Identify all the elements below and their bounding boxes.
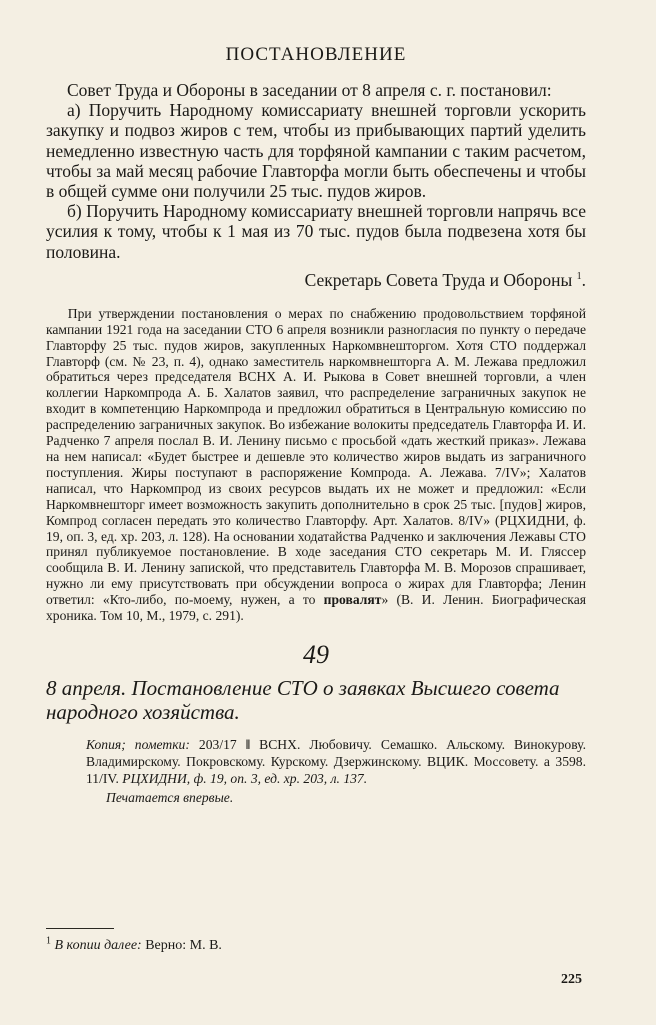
commentary-text-part2: » (В. И. Ленин. Биографическая хроника. Том 10, М., 1979, с. 291). (46, 592, 586, 624)
commentary-bold-word: провалят (323, 592, 382, 608)
publication-note: Печатается впервые. (106, 789, 234, 805)
footnote-label: В копии далее: (54, 938, 142, 953)
footnote-divider (46, 928, 114, 929)
footnote-text: Верно: М. В. (145, 938, 222, 953)
signature-line: Секретарь Совета Труда и Обороны $^1$. (304, 269, 586, 290)
archive-separator: ‖ (245, 736, 251, 752)
document-heading: 8 апреля. Постановление СТО о заявках Высшего совета народного хозяйства. (46, 675, 560, 724)
commentary-text-part1: При утверждении постановления о мерах по снабжению продовольствием торфяной кампании 1921 года на заседании СТО 6 апреля возникли разногласия по пункту о передаче Главторфу 25 тыс. пудов жиров, закупленных Наркомвнешторгом. Хотя СТО поддержал Главторф (см. № 23, п. 4), однако заместитель наркомвнешторга А. М. Лежава предложил обратиться через председателя ВСНХ А. И. Рыкова в Совет внешней торговли, а член коллегии Наркомпрода А. Б. Халатов заявил, что распределение заграничных закупок не входит в компетенцию Наркомпрода и предложил обратиться в Центральную комиссию по распределению заграничных закупок. Во избежание волокиты председатель Главторфа И. И. Радченко 7 апреля послал В. И. Ленину письмо с просьбой «дать жесткий приказ». Лежава на нем написал: «Будет быстрее и дешевле это количество жиров выдать из заграничного поступления. Жиры поступают в распоряжение Компрода. А. Лежава. 7/IV»; Халатов написал, что Наркомпрод из своих ресурсов выдать их не может и предложил: «Если Наркомвнешторг имеет возможность закупить дополнительно в срок 25 тыс. [пудов] жиров, Компрод согласен передать это количество Главторфу. Арт. Халатов. 8/IV» (РЦХИДНИ, ф. 19, оп. 3, ед. хр. 203, л. 128). На основании ходатайства Радченко и заключения Лежавы СТО принял публикуемое постановление. В ходе заседания СТО секретарь М. И. Гляссер сообщила В. И. Ленину запиской, что представитель Главторфа М. В. Морозов спрашивает, нужно ли ему присутствовать при обсуждении вопроса о жирах для Главторфа; Ленин ответил: «Кто-либо, по-моему, нужен, а то (46, 305, 586, 608)
footnote-marker: 1 (46, 935, 51, 947)
archive-note (86, 736, 586, 787)
resolution-title: ПОСТАНОВЛЕНИЕ (225, 44, 407, 65)
editorial-commentary (46, 306, 586, 624)
archive-source: РЦХИДНИ, ф. 19, оп. 3, ед. хр. 203, л. 137. (122, 770, 368, 786)
footnote-reference: 1 (576, 271, 582, 282)
archive-recipients: ВСНХ. Любовичу. Семашко. Альскому. Винокурову. Владимирскому. Покровскому. Курскому. Дзержинскому. ВЦИК. Моссовету. а 3598. 11/IV. (86, 736, 587, 786)
resolution-body (46, 80, 586, 262)
document-number: 49 (303, 639, 329, 669)
resolution-item-b: б) Поручить Народному комиссариату внешней торговли напрячь все усилия к тому, чтобы к 1 мая из 70 тыс. пудов была подвезена хотя бы половина. (46, 201, 586, 262)
resolution-intro: Совет Труда и Обороны в заседании от 8 апреля с. г. постановил: (67, 80, 552, 100)
page-number: 225 (561, 972, 582, 987)
footnote (46, 935, 222, 954)
archive-ref: 203/17 (198, 736, 237, 752)
signature-text: Секретарь Совета Труда и Обороны (304, 269, 573, 290)
archive-label: Копия; пометки: (86, 736, 190, 752)
resolution-item-a: а) Поручить Народному комиссариату внешней торговли ускорить закупку и подвоз жиров с тем, чтобы из прибывающих партий уделить немедленно известную часть для торфяной кампании с таким расчетом, чтобы за май месяц рабочие Главторфа могли быть обеспечены и чтобы в общей сумме они получили 25 тыс. пудов жиров. (46, 100, 586, 202)
page-content (46, 44, 586, 806)
